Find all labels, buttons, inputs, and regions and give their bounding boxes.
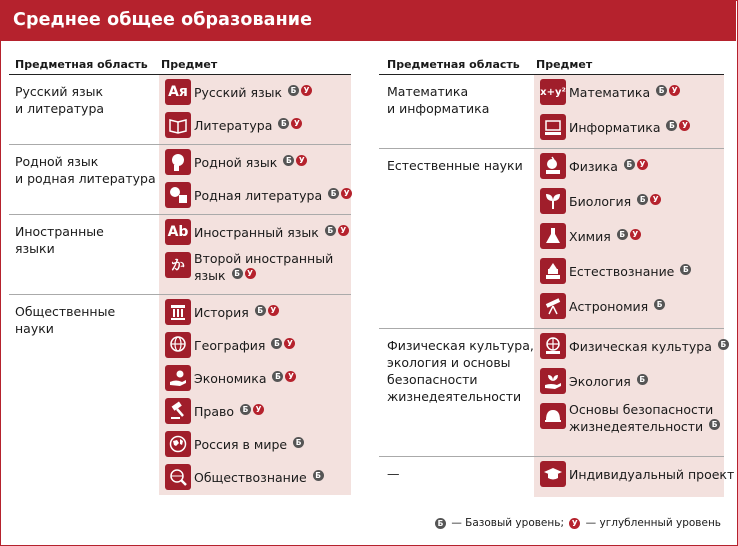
hand-sprout-icon: [540, 368, 566, 394]
page-title: Среднее общее образование: [13, 10, 313, 30]
badge-basic: Б: [325, 225, 336, 236]
globe-magnifier-icon: [165, 464, 191, 490]
graduation-cap-icon: [540, 461, 566, 487]
subject-area-label: Родной язык и родная литература: [15, 154, 156, 186]
badge-advanced: У: [285, 371, 296, 382]
badge-basic: Б: [666, 120, 677, 131]
subject-name: Физика Б У: [569, 158, 648, 175]
badge-basic: Б: [637, 374, 648, 385]
badge-advanced: У: [296, 155, 307, 166]
legend-basic-badge: Б: [435, 518, 446, 529]
badge-basic: Б: [654, 299, 665, 310]
right-table-body: [379, 75, 735, 497]
badge-advanced: У: [630, 229, 641, 240]
subject-name: Физическая культура Б: [569, 338, 729, 355]
badge-basic: Б: [624, 159, 635, 170]
hand-coin-icon: [165, 365, 191, 391]
subject-group: [379, 457, 735, 497]
badge-advanced: У: [284, 338, 295, 349]
subject-name: Основы безопасности жизнедеятельности Б: [569, 401, 720, 435]
badge-advanced: У: [669, 85, 680, 96]
badge-advanced: У: [291, 118, 302, 129]
legend-basic-text: — Базовый уровень;: [451, 517, 564, 529]
badge-basic: Б: [283, 155, 294, 166]
badge-basic: Б: [255, 305, 266, 316]
subject-area-label: Иностранные языки: [15, 224, 104, 256]
badge-advanced: У: [301, 85, 312, 96]
helmet-icon: [540, 403, 566, 429]
header-area: Предметная область: [387, 58, 520, 71]
legend: [433, 517, 721, 529]
subject-group: [379, 329, 727, 457]
badge-basic: Б: [272, 371, 283, 382]
badge-advanced: У: [268, 305, 279, 316]
subject-name: Экономика Б У: [194, 370, 296, 387]
legend-advanced-badge: У: [569, 518, 580, 529]
subject-area-label: Математика и информатика: [387, 84, 490, 116]
badge-advanced: У: [245, 268, 256, 279]
subject-name: Индивидуальный проект: [569, 467, 735, 482]
subject-name: География Б У: [194, 337, 295, 354]
world-grid-icon: [165, 431, 191, 457]
subject-area-label: —: [387, 466, 400, 481]
subjects-cell: [159, 215, 351, 294]
kana-ka-icon: か: [165, 252, 191, 278]
badge-basic: Б: [240, 404, 251, 415]
text-ay-icon: Ая: [165, 79, 191, 105]
badge-advanced: У: [637, 159, 648, 170]
subject-name: Химия Б У: [569, 228, 641, 245]
telescope-icon: [540, 293, 566, 319]
open-book-icon: [165, 112, 191, 138]
subject-name: Родная литература Б У: [194, 187, 352, 204]
table-header: [379, 57, 724, 75]
header-area: Предметная область: [15, 58, 148, 71]
subjects-cell: [159, 295, 351, 495]
badge-basic: Б: [328, 188, 339, 199]
subject-name: Право Б У: [194, 403, 264, 420]
subject-group: [9, 75, 351, 145]
badge-advanced: У: [253, 404, 264, 415]
badge-basic: Б: [617, 229, 628, 240]
badge-basic: Б: [293, 437, 304, 448]
subject-group: [9, 215, 351, 295]
subjects-cell: [534, 457, 735, 497]
subjects-cell: [159, 145, 351, 214]
flask-icon: [540, 223, 566, 249]
subject-area-label: Русский язык и литература: [15, 84, 105, 116]
badge-basic: Б: [656, 85, 667, 96]
subject-group: [379, 149, 724, 329]
subject-name: История Б У: [194, 304, 279, 321]
globe-icon: [165, 332, 191, 358]
subject-name: Биология Б У: [569, 193, 661, 210]
speech-head-icon: [165, 149, 191, 175]
header-subject: Предмет: [161, 58, 218, 71]
column-icon: [165, 299, 191, 325]
subject-name: Экология Б: [569, 373, 648, 390]
badge-basic: Б: [637, 194, 648, 205]
subject-name: Математика Б У: [569, 84, 680, 101]
subject-group: [9, 295, 351, 495]
title-bar: [1, 1, 736, 41]
computer-icon: [540, 114, 566, 140]
badge-basic: Б: [680, 264, 691, 275]
badge-advanced: У: [679, 120, 690, 131]
badge-basic: Б: [709, 419, 720, 430]
subject-name: Литература Б У: [194, 117, 302, 134]
badge-advanced: У: [650, 194, 661, 205]
subject-name: Россия в мире Б: [194, 436, 304, 453]
badge-basic: Б: [271, 338, 282, 349]
apple-books-icon: [540, 153, 566, 179]
badge-basic: Б: [232, 268, 243, 279]
right-table: [379, 57, 735, 497]
subject-area-label: Общественные науки: [15, 304, 116, 336]
subject-name: Информатика Б У: [569, 119, 690, 136]
formula-icon: x+y²: [540, 79, 566, 105]
subjects-cell: [534, 75, 724, 148]
badge-basic: Б: [718, 339, 729, 350]
ball-icon: [540, 333, 566, 359]
sprout-icon: [540, 188, 566, 214]
reading-head-icon: [165, 182, 191, 208]
subject-name: Обществознание Б: [194, 469, 324, 486]
legend-advanced-text: — углубленный уровень: [585, 517, 721, 529]
subjects-cell: [534, 329, 727, 456]
subject-area-label: Физическая культура, экология и основы безопасности жизнедеятельности: [387, 338, 534, 404]
subjects-cell: [534, 149, 724, 328]
left-table: [9, 57, 351, 495]
subject-area-label: Естественные науки: [387, 158, 523, 173]
subject-name: Астрономия Б: [569, 298, 665, 315]
subject-group: [9, 145, 351, 215]
table-header: [9, 57, 351, 75]
subjects-cell: [159, 75, 351, 144]
text-ab-icon: Ab: [165, 219, 191, 245]
subject-name: Естествознание Б: [569, 263, 691, 280]
badge-basic: Б: [313, 470, 324, 481]
badge-basic: Б: [278, 118, 289, 129]
badge-advanced: У: [338, 225, 349, 236]
badge-basic: Б: [288, 85, 299, 96]
header-subject: Предмет: [536, 58, 593, 71]
subject-name: Иностранный язык Б У: [194, 224, 349, 241]
subject-name: Русский язык Б У: [194, 84, 312, 101]
subject-group: [379, 75, 724, 149]
gavel-icon: [165, 398, 191, 424]
badge-advanced: У: [341, 188, 352, 199]
subject-name: Родной язык Б У: [194, 154, 307, 171]
atom-icon: [540, 258, 566, 284]
left-table-body: [9, 75, 351, 495]
subject-name: Второй иностранный язык Б У: [194, 251, 334, 283]
